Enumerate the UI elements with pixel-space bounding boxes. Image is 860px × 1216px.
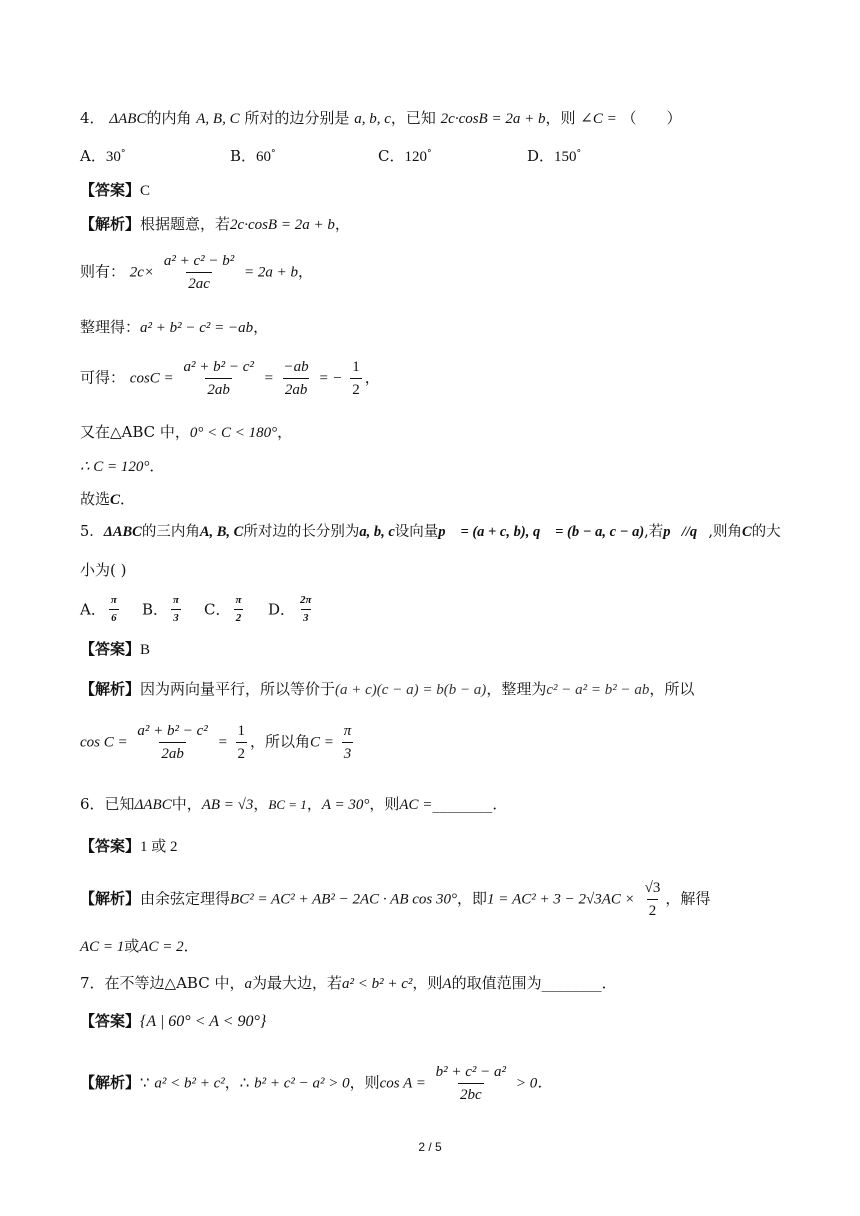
- q5-stem: 5．ΔABC的三内角A, B, C所对边的长分别为a, b, c设向量p⃗ = (a + c, b), q⃗ = (b − a, c − a),若p⃗//q⃗,则角C的大: [80, 524, 781, 540]
- text: 的内角: [146, 109, 192, 127]
- math: 2c·cosB = 2a + b: [440, 111, 546, 127]
- q7-stem: 7．在不等边△ABC 中，a为最大边，若a² < b² + c²，则A的取值范围为________．: [80, 974, 617, 992]
- option-a: A．30°: [80, 147, 126, 165]
- q4-analysis-line4: 可得： cosC = $\frac{\text{a² + b² − c²}}{2ab}$ = $\frac{-ab}{2ab}$ = − $\frac{1}{2}$ ，: [80, 359, 380, 398]
- q4-analysis-line2: 则有： 2c× $\frac{\text{a² + c² − b²}}{2ac}$ = 2a + b，: [80, 253, 314, 292]
- q7-analysis-line1: 【解析】∵ a² < b² + c²，∴ b² + c² − a² > 0，则cos A = $\frac{\text{b² + c² − a²}}{2bc}$ > 0．: [80, 1064, 553, 1103]
- option-a: A． $\frac{\pi}{6}$: [80, 594, 117, 625]
- q5-analysis-line2: cos C = $\frac{\text{a² + b² − c²}}{2ab}$ = $\frac{1}{2}$ ，所以角C = $\frac{\pi}{3}$: [80, 723, 352, 762]
- answer-tag: 【答案】: [80, 181, 141, 199]
- option-d: D． $\frac{2\pi}{3}$: [268, 594, 312, 625]
- q6-analysis-line1: 【解析】由余弦定理得BC² = AC² + AB² − 2AC · AB cos 30°，即1 = AC² + 3 − 2√3AC × $\frac{√3}{2}$ ，解得: [80, 880, 711, 919]
- q4-stem: [80, 109, 682, 128]
- q4-analysis-line7: 故选C．: [80, 490, 136, 508]
- question-number: 5．: [80, 524, 104, 540]
- q6-analysis-line2: AC = 1或AC = 2．: [80, 937, 199, 955]
- q6-stem: 6．已知ΔABC中，AB = √3，BC = 1，A = 30°，则AC =________．: [80, 795, 508, 813]
- q4-analysis-line6: ∴ C = 120°．: [80, 457, 165, 475]
- text: ，已知: [390, 109, 436, 127]
- q4-analysis-line3: 整理得：a² + b² − c² = −ab，: [80, 318, 269, 336]
- q4-analysis-line5: 又在△ABC 中，0° < C < 180°，: [80, 423, 293, 441]
- q5-options: [80, 594, 380, 624]
- page-number: 2 / 5: [418, 1140, 442, 1154]
- option-c: C． $\frac{\pi}{2}$: [204, 594, 242, 625]
- question-number: 4．: [80, 109, 105, 127]
- q5-analysis-line1: 【解析】因为两向量平行，所以等价于(a + c)(c − a) = b(b − a)，整理为c² − a² = b² − ab，所以: [80, 680, 695, 698]
- fraction: $\frac{\text{a² + c² − b²}}{2ac}$: [163, 253, 235, 292]
- q7-answer: 【答案】{A | 60° < A < 90°}: [80, 1012, 267, 1030]
- answer-value: C: [140, 183, 151, 199]
- text: ，则: [545, 109, 576, 127]
- text: （ ）: [621, 109, 682, 127]
- option-b: B． $\frac{\pi}{3}$: [142, 594, 180, 625]
- q4-options: [80, 147, 780, 169]
- q4-analysis-line1: 【解析】根据题意，若2c·cosB = 2a + b，: [80, 215, 350, 233]
- option-b: B．60°: [230, 147, 276, 165]
- q5-stem-line2: 小为( ): [80, 561, 127, 579]
- text: 所对的边分别是: [244, 109, 350, 127]
- q6-answer: 【答案】1 或 2: [80, 837, 178, 855]
- option-c: C．120°: [378, 147, 432, 165]
- q4-answer: [80, 181, 150, 200]
- math: a, b, c: [354, 111, 391, 127]
- math: A, B, C: [196, 111, 240, 127]
- analysis-tag: 【解析】: [80, 215, 141, 233]
- q5-answer: 【答案】B: [80, 640, 151, 658]
- option-d: D．150°: [527, 147, 582, 165]
- math: ΔABC: [109, 111, 147, 127]
- math: ∠C =: [580, 111, 617, 127]
